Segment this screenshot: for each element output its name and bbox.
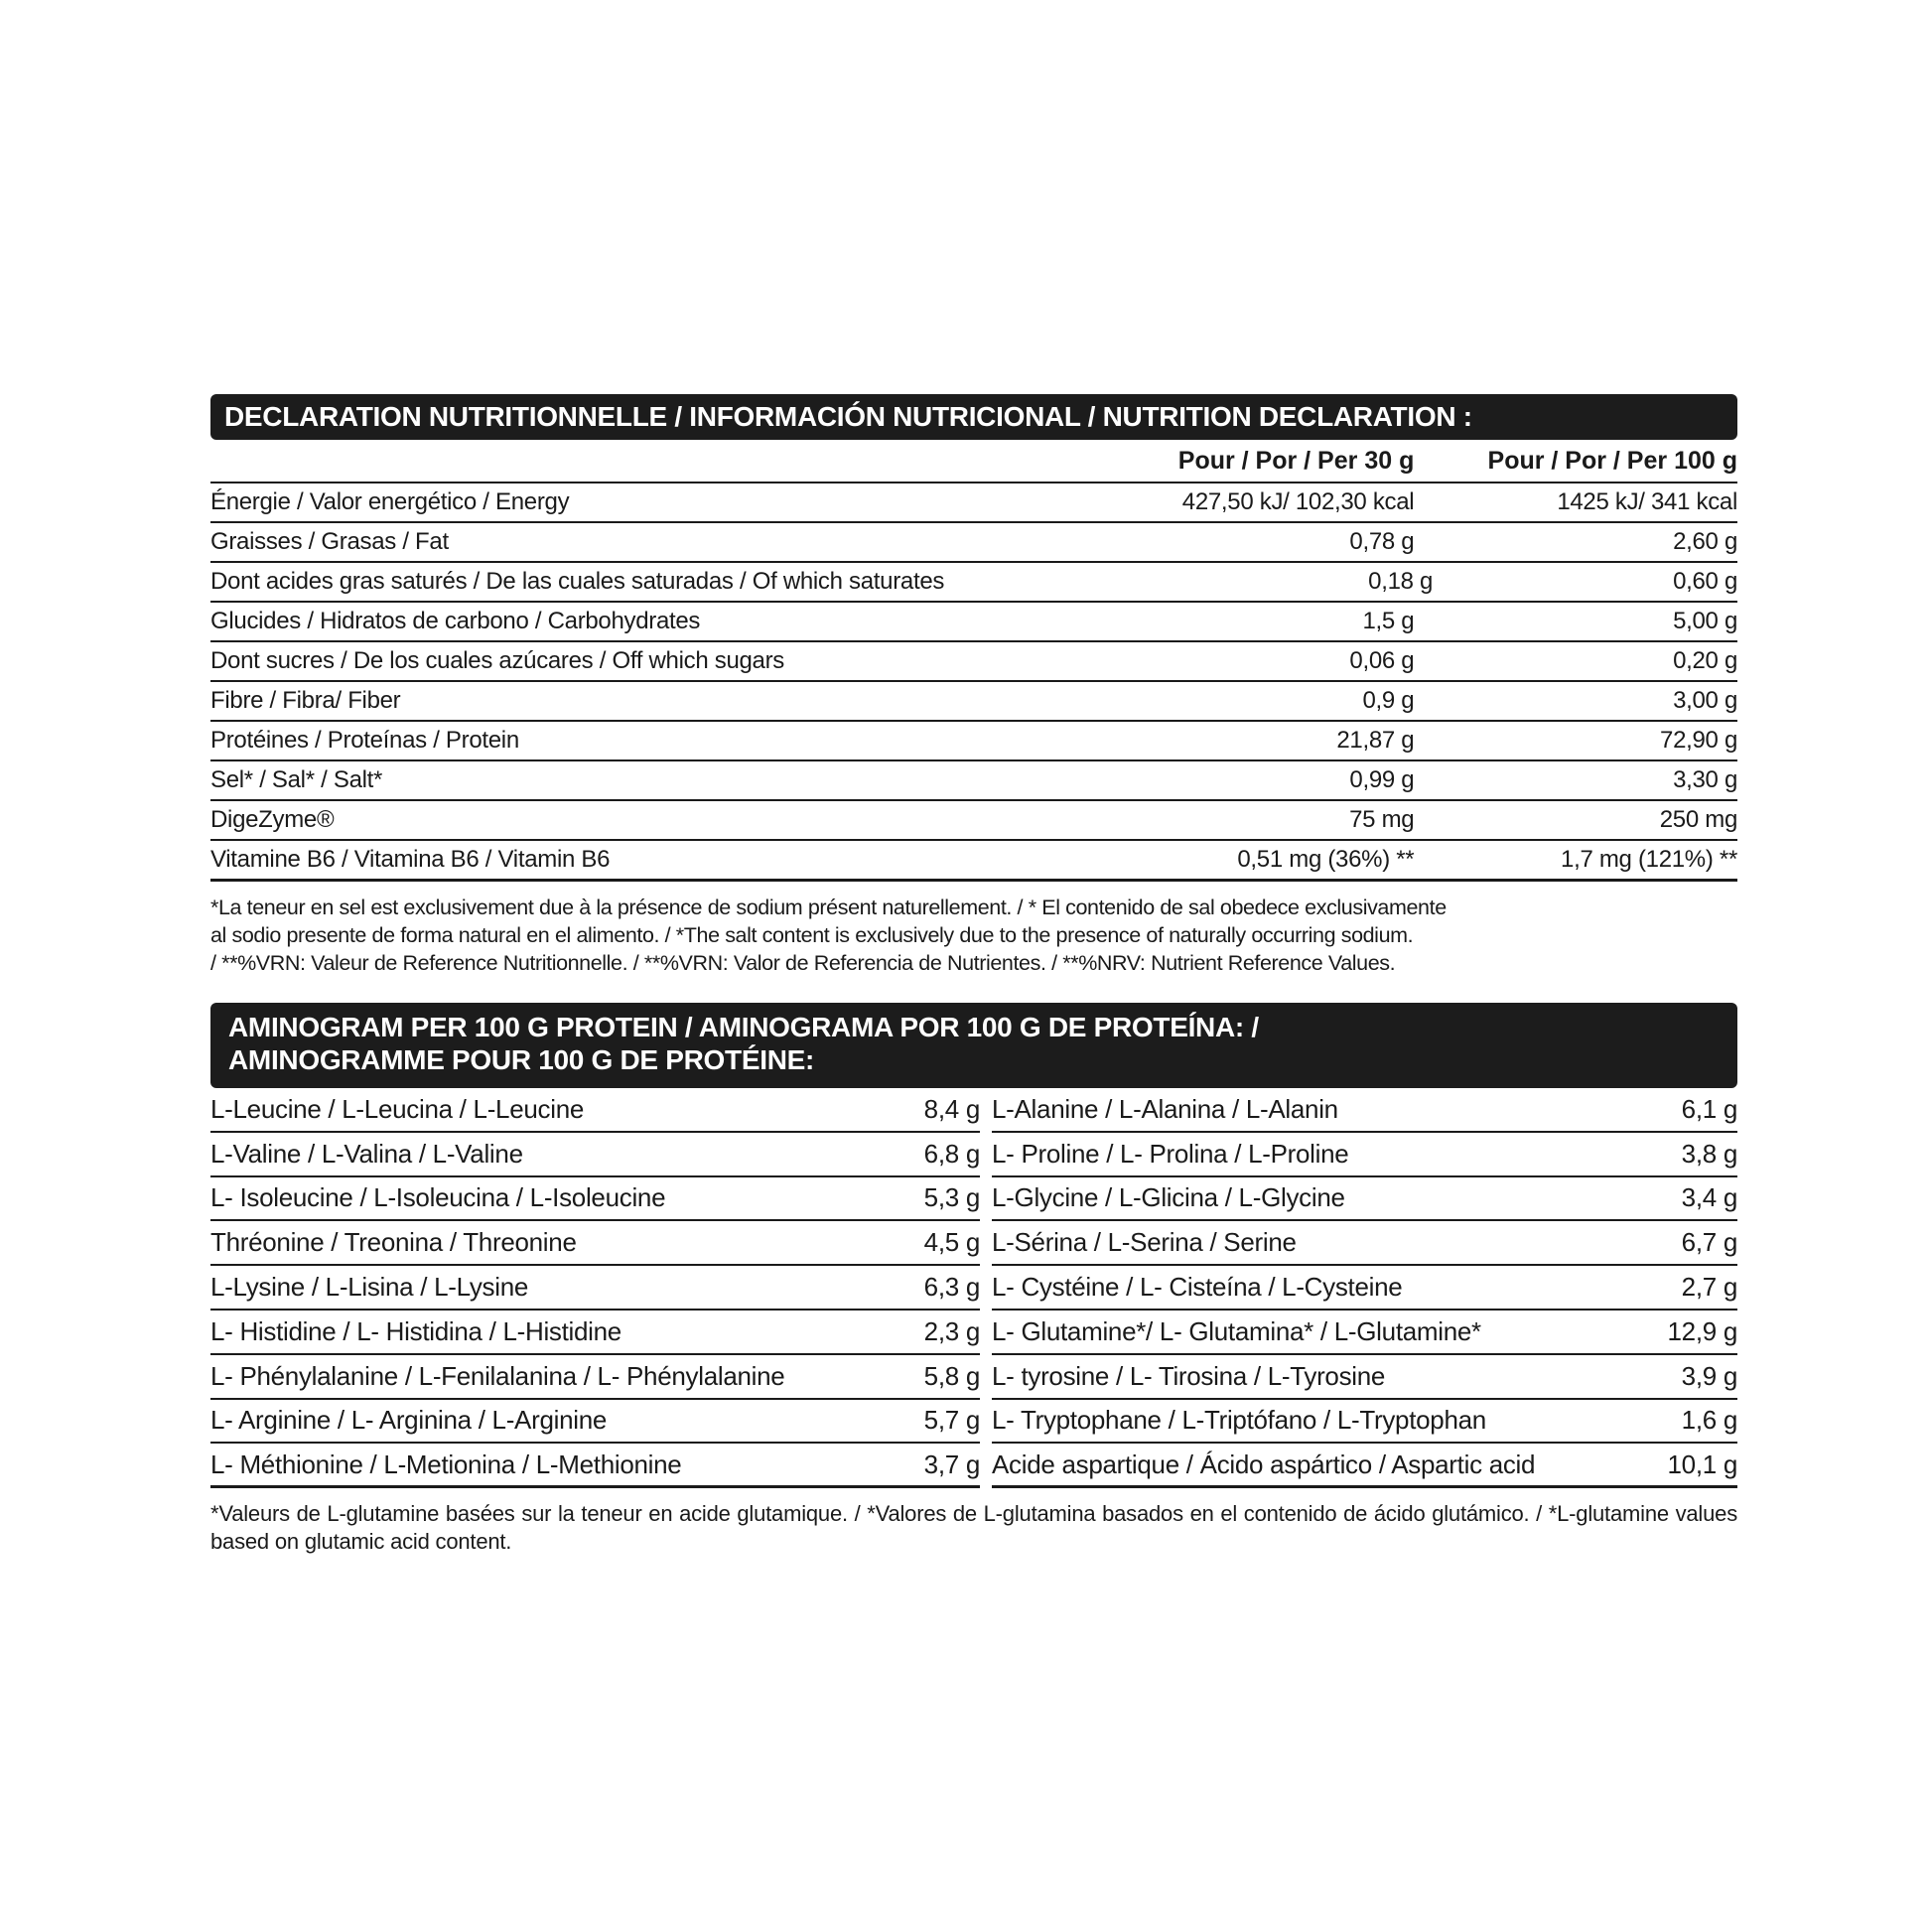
- value-per-30g: 21,87 g: [1336, 727, 1415, 754]
- table-row: [210, 1355, 980, 1400]
- nutrient-label: Graisses / Grasas / Fat: [210, 528, 449, 555]
- value-per-30g: 1,5 g: [1362, 608, 1415, 634]
- amino-acid-value: 4,5 g: [923, 1227, 980, 1258]
- aminogram-footnote: *Valeurs de L-glutamine basées sur la teneur en acide glutamique. / *Valores de L-glutamina basados en el contenido de ácido glutámico. / *L-glutamine values based on glutamic acid content.: [210, 1501, 1737, 1555]
- table-row: [992, 1177, 1737, 1222]
- amino-acid-value: 6,7 g: [1681, 1227, 1737, 1258]
- aminogram-left-column: [210, 1088, 980, 1488]
- table-row: [992, 1133, 1737, 1177]
- amino-acid-value: 3,4 g: [1681, 1182, 1737, 1213]
- amino-acid-name: L-Sérina / L-Serina / Serine: [992, 1227, 1297, 1258]
- table-row: [210, 563, 1737, 603]
- value-per-30g: 75 mg: [1349, 806, 1415, 833]
- value-per-30g: 0,51 mg (36%) **: [1237, 846, 1415, 873]
- aminogram-header: [210, 1003, 1737, 1088]
- table-row: [210, 1088, 980, 1133]
- table-row: [210, 1444, 980, 1488]
- table-row: [210, 1133, 980, 1177]
- amino-acid-value: 6,3 g: [923, 1272, 980, 1303]
- amino-acid-name: L- Proline / L- Prolina / L-Proline: [992, 1138, 1349, 1169]
- table-row: [992, 1444, 1737, 1488]
- nutrient-label: Sel* / Sal* / Salt*: [210, 766, 383, 793]
- amino-acid-name: Acide aspartique / Ácido aspártico / Aspartic acid: [992, 1449, 1536, 1479]
- amino-acid-name: L- Phénylalanine / L-Fenilalanina / L- Phénylalanine: [210, 1360, 785, 1391]
- nutrient-label: Vitamine B6 / Vitamina B6 / Vitamin B6: [210, 846, 611, 873]
- amino-acid-value: 6,8 g: [923, 1138, 980, 1169]
- amino-acid-value: 6,1 g: [1681, 1093, 1737, 1124]
- amino-acid-name: L- Glutamine*/ L- Glutamina* / L-Glutamine*: [992, 1315, 1481, 1346]
- value-per-30g: 0,9 g: [1362, 687, 1415, 714]
- footnote-line: *La teneur en sel est exclusivement due à la présence de sodium présent naturellement. / * El contenido de sal obedece exclusivamente: [210, 896, 1447, 919]
- table-row: [992, 1221, 1737, 1266]
- table-row: [210, 483, 1737, 523]
- table-row: [210, 1221, 980, 1266]
- footnote-line: al sodio presente de forma natural en el alimento. / *The salt content is exclusively due to the presence of naturally occurring sodium.: [210, 923, 1414, 947]
- table-row: [992, 1400, 1737, 1445]
- nutrient-label: Fibre / Fibra/ Fiber: [210, 687, 401, 714]
- table-row: [210, 523, 1737, 563]
- value-per-100g: 5,00 g: [1673, 608, 1737, 634]
- nutrition-footnote: [210, 894, 1737, 977]
- value-per-100g: 3,30 g: [1673, 766, 1737, 793]
- amino-acid-value: 8,4 g: [923, 1093, 980, 1124]
- aminogram-table: [210, 1003, 1737, 1556]
- amino-acid-value: 2,3 g: [923, 1315, 980, 1346]
- table-row: [210, 1266, 980, 1311]
- nutrient-label: Énergie / Valor energético / Energy: [210, 488, 570, 515]
- value-per-100g: 3,00 g: [1673, 687, 1737, 714]
- amino-acid-value: 10,1 g: [1667, 1449, 1737, 1479]
- amino-acid-value: 5,8 g: [923, 1360, 980, 1391]
- nutrient-label: Dont acides gras saturés / De las cuales saturadas / Of which saturates: [210, 568, 945, 595]
- amino-acid-name: L- Histidine / L- Histidina / L-Histidine: [210, 1315, 621, 1346]
- nutrition-rows: [210, 483, 1737, 882]
- aminogram-right-column: [992, 1088, 1737, 1488]
- aminogram-grid: [210, 1088, 1737, 1488]
- value-per-100g: 250 mg: [1659, 806, 1737, 833]
- amino-acid-name: L- Méthionine / L-Metionina / L-Methionine: [210, 1449, 682, 1479]
- amino-acid-name: L- Arginine / L- Arginina / L-Arginine: [210, 1405, 608, 1436]
- aminogram-header-line: AMINOGRAMME POUR 100 G DE PROTÉINE:: [228, 1044, 815, 1075]
- table-row: [210, 841, 1737, 882]
- amino-acid-value: 3,8 g: [1681, 1138, 1737, 1169]
- table-row: [210, 1400, 980, 1445]
- table-row: [992, 1355, 1737, 1400]
- amino-acid-value: 3,7 g: [923, 1449, 980, 1479]
- table-row: [992, 1088, 1737, 1133]
- table-row: [210, 1311, 980, 1355]
- table-row: [210, 761, 1737, 801]
- amino-acid-value: 1,6 g: [1681, 1405, 1737, 1436]
- value-per-100g: 1425 kJ/ 341 kcal: [1557, 488, 1737, 515]
- column-header-per-30g: Pour / Por / Per 30 g: [1177, 446, 1415, 475]
- nutrient-label: Protéines / Proteínas / Protein: [210, 727, 519, 754]
- value-per-30g: 427,50 kJ/ 102,30 kcal: [1181, 488, 1415, 515]
- amino-acid-value: 2,7 g: [1681, 1272, 1737, 1303]
- column-header-per-100g: Pour / Por / Per 100 g: [1487, 446, 1737, 475]
- table-row: [210, 603, 1737, 642]
- value-per-30g: 0,99 g: [1349, 766, 1415, 793]
- value-per-100g: 1,7 mg (121%) **: [1561, 846, 1737, 873]
- value-per-30g: 0,18 g: [1368, 568, 1434, 595]
- amino-acid-name: L-Leucine / L-Leucina / L-Leucine: [210, 1093, 585, 1124]
- value-per-100g: 0,20 g: [1673, 647, 1737, 674]
- amino-acid-name: Thréonine / Treonina / Threonine: [210, 1227, 577, 1258]
- table-row: [210, 801, 1737, 841]
- table-row: [992, 1311, 1737, 1355]
- amino-acid-name: L-Lysine / L-Lisina / L-Lysine: [210, 1272, 529, 1303]
- table-row: [210, 682, 1737, 722]
- amino-acid-name: L- Cystéine / L- Cisteína / L-Cysteine: [992, 1272, 1403, 1303]
- value-per-30g: 0,06 g: [1349, 647, 1415, 674]
- value-per-100g: 2,60 g: [1673, 528, 1737, 555]
- amino-acid-name: L-Alanine / L-Alanina / L-Alanin: [992, 1093, 1338, 1124]
- amino-acid-name: L-Valine / L-Valina / L-Valine: [210, 1138, 523, 1169]
- nutrient-label: Glucides / Hidratos de carbono / Carbohydrates: [210, 608, 701, 634]
- value-per-100g: 72,90 g: [1660, 727, 1737, 754]
- amino-acid-value: 5,7 g: [923, 1405, 980, 1436]
- value-per-100g: 0,60 g: [1673, 568, 1737, 595]
- amino-acid-name: L- Isoleucine / L-Isoleucina / L-Isoleucine: [210, 1182, 666, 1213]
- footnote-line: / **%VRN: Valeur de Reference Nutritionnelle. / **%VRN: Valor de Referencia de Nutrientes. / **%NRV: Nutrient Reference Values.: [210, 951, 1396, 975]
- amino-acid-name: L-Glycine / L-Glicina / L-Glycine: [992, 1182, 1345, 1213]
- nutrient-label: Dont sucres / De los cuales azúcares / Off which sugars: [210, 647, 784, 674]
- amino-acid-name: L- Tryptophane / L-Triptófano / L-Tryptophan: [992, 1405, 1486, 1436]
- nutrition-declaration-table: [210, 394, 1737, 977]
- amino-acid-value: 5,3 g: [923, 1182, 980, 1213]
- nutrient-label: DigeZyme®: [210, 806, 335, 833]
- amino-acid-value: 12,9 g: [1667, 1315, 1737, 1346]
- nutrition-header: DECLARATION NUTRITIONNELLE / INFORMACIÓN NUTRICIONAL / NUTRITION DECLARATION :: [210, 394, 1737, 440]
- aminogram-header-line: AMINOGRAM PER 100 G PROTEIN / AMINOGRAMA POR 100 G DE PROTEÍNA: /: [228, 1012, 1259, 1042]
- amino-acid-name: L- tyrosine / L- Tirosina / L-Tyrosine: [992, 1360, 1386, 1391]
- table-row: [210, 642, 1737, 682]
- table-row: [992, 1266, 1737, 1311]
- table-row: [210, 722, 1737, 761]
- table-row: [210, 1177, 980, 1222]
- amino-acid-value: 3,9 g: [1681, 1360, 1737, 1391]
- value-per-30g: 0,78 g: [1349, 528, 1415, 555]
- nutrition-column-headers: [210, 440, 1737, 483]
